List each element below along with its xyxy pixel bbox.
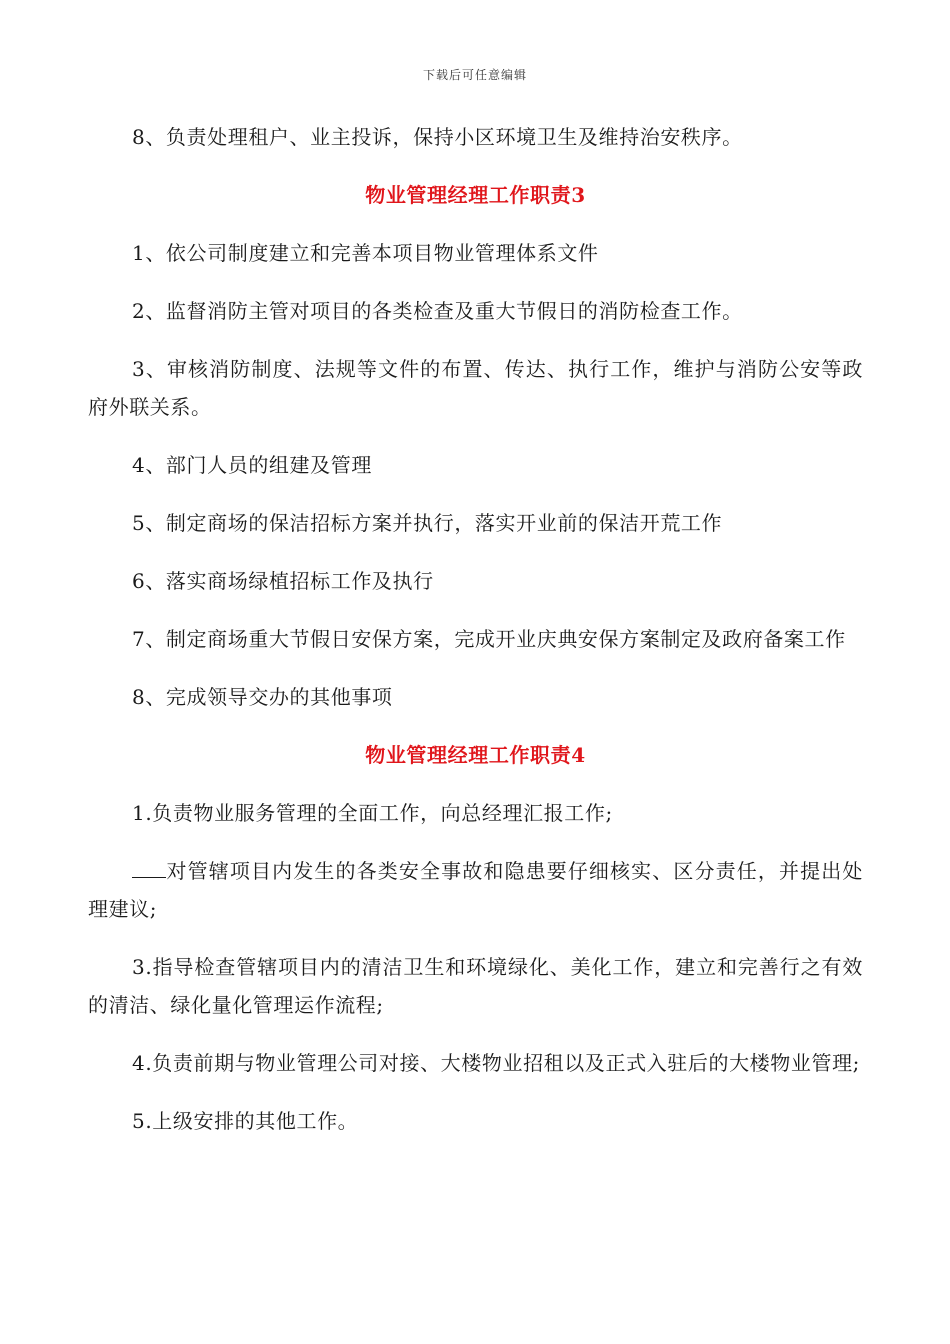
paragraph-2: 1、依公司制度建立和完善本项目物业管理体系文件 [132, 241, 599, 265]
paragraph-8: 7、制定商场重大节假日安保方案，完成开业庆典安保方案制定及政府备案工作 [132, 627, 846, 651]
section-heading-3: 物业管理经理工作职责3 [365, 183, 586, 207]
paragraph-6: 5、制定商场的保洁招标方案并执行，落实开业前的保洁开荒工作 [132, 511, 723, 535]
document-body [88, 118, 863, 1160]
paragraph-3: 2、监督消防主管对项目的各类检查及重大节假日的消防检查工作。 [132, 299, 743, 323]
page-header-note: 下载后可任意编辑 [422, 68, 527, 82]
paragraph-11-text: 对管辖项目内发生的各类安全事故和隐患要仔细核实、区分责任，并提出处理建议; [88, 859, 863, 921]
section-heading-4: 物业管理经理工作职责4 [365, 743, 586, 767]
paragraph-1: 8、负责处理租户、业主投诉，保持小区环境卫生及维持治安秩序。 [132, 125, 743, 149]
paragraph-7: 6、落实商场绿植招标工作及执行 [132, 569, 434, 593]
paragraph-14: 5.上级安排的其他工作。 [132, 1109, 359, 1133]
paragraph-11 [88, 852, 863, 928]
paragraph-9: 8、完成领导交办的其他事项 [132, 685, 393, 709]
paragraph-10: 1.负责物业服务管理的全面工作，向总经理汇报工作; [132, 801, 613, 825]
paragraph-4: 3、审核消防制度、法规等文件的布置、传达、执行工作，维护与消防公安等政府外联关系。 [88, 357, 863, 419]
paragraph-5: 4、部门人员的组建及管理 [132, 453, 372, 477]
paragraph-12: 3.指导检查管辖项目内的清洁卫生和环境绿化、美化工作，建立和完善行之有效的清洁、绿化量化管理运作流程; [88, 955, 863, 1017]
paragraph-13: 4.负责前期与物业管理公司对接、大楼物业招租以及正式入驻后的大楼物业管理; [132, 1051, 861, 1075]
blank-underline [132, 855, 166, 878]
